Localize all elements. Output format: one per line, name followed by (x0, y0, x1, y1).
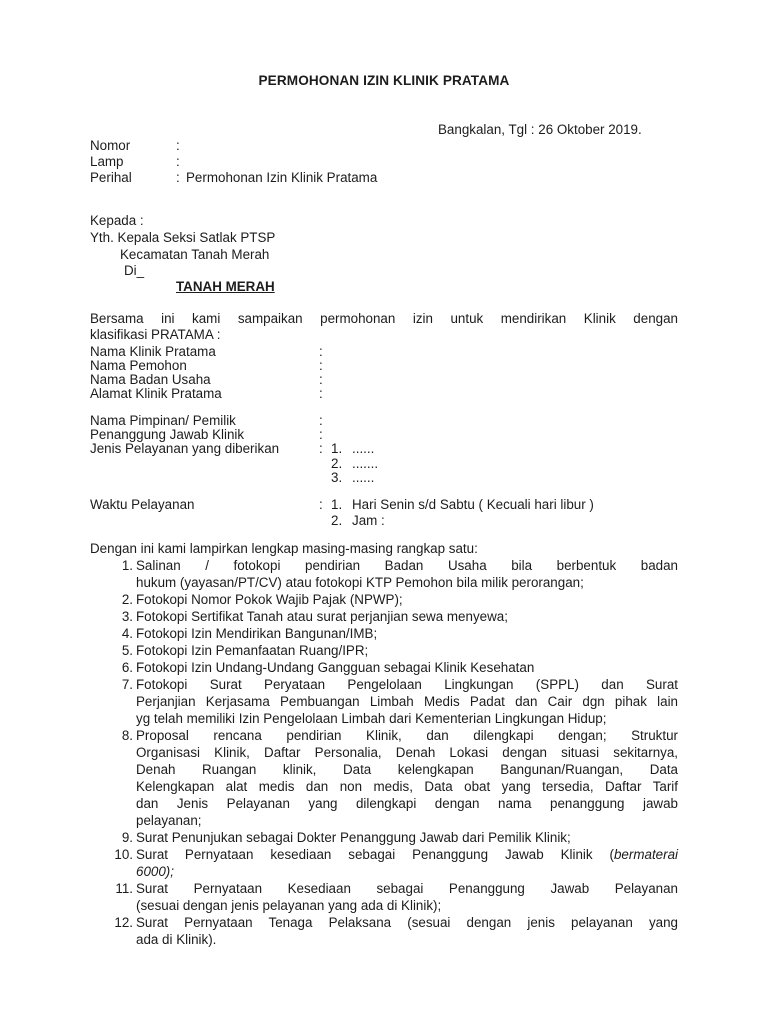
attachment-number: 2. (121, 592, 133, 607)
attachment-line: ada di Klinik). (136, 932, 217, 947)
attachment-number: 11. (115, 881, 133, 896)
field-separator: : (319, 372, 323, 387)
attachment-line: Fotokopi Surat Peryataan Pengelolaan Lingkungan (SPPL) dan Surat (136, 677, 678, 692)
attachment-line: Proposal rencana pendirian Klinik, dan dilengkapi dengan; Struktur (136, 728, 678, 743)
attachment-item (90, 608, 678, 625)
waktu-number: 1. (331, 497, 343, 512)
recipient-line-2: Kecamatan Tanah Merah (120, 247, 270, 262)
field-separator: : (319, 441, 323, 456)
attachment-item (90, 880, 678, 914)
meta-separator: : (176, 154, 180, 169)
attachment-line: pelayanan; (136, 813, 202, 828)
service-text: ....... (352, 456, 379, 471)
attachment-item (90, 642, 678, 659)
attachment-line: Fotokopi Izin Mendirikan Bangunan/IMB; (136, 626, 378, 641)
attachment-line: Perjanjian Kerjasama Pembuangan Limbah Medis Padat dan Cair dgn pihak lain (136, 694, 678, 709)
attachments-intro: Dengan ini kami lampirkan lengkap masing-masing rangkap satu: (90, 541, 478, 556)
field-label: Alamat Klinik Pratama (90, 386, 222, 401)
attachment-number: 9. (121, 830, 133, 845)
place-date: Bangkalan, Tgl : 26 Oktober 2019. (438, 122, 642, 137)
attachment-number: 10. (114, 847, 133, 862)
attachment-item (90, 727, 678, 829)
field-label: Nama Badan Usaha (90, 372, 211, 387)
attachment-item (90, 914, 678, 948)
attachment-line: Kelengkapan alat medis dan non medis, Data obat yang tersedia, Daftar Tarif (136, 779, 678, 794)
attachment-line: Fotokopi Nomor Pokok Wajib Pajak (NPWP); (136, 592, 403, 607)
recipient-line-1: Yth. Kepala Seksi Satlak PTSP (90, 230, 276, 245)
attachment-item (90, 676, 678, 727)
attachment-number: 7. (121, 677, 133, 692)
meta-separator: : (176, 138, 180, 153)
attachment-number: 3. (121, 609, 133, 624)
waktu-number: 2. (331, 513, 343, 528)
field-label: Nama Pimpinan/ Pemilik (90, 413, 236, 428)
attachment-line: Fotokopi Izin Undang-Undang Gangguan sebagai Klinik Kesehatan (136, 660, 535, 675)
attachment-line: Salinan / fotokopi pendirian Badan Usaha bila berbentuk badan (136, 558, 678, 573)
attachment-line: Organisasi Klinik, Daftar Personalia, Denah Lokasi dengan situasi sekitarnya, (136, 745, 678, 760)
attachment-line: (sesuai dengan jenis pelayanan yang ada di Klinik); (136, 898, 442, 913)
waktu-text: Hari Senin s/d Sabtu ( Kecuali hari libur ) (352, 497, 594, 512)
meta-label: Nomor (90, 138, 131, 153)
service-text: ...... (352, 470, 375, 485)
field-separator: : (319, 386, 323, 401)
field-label: Nama Klinik Pratama (90, 344, 216, 359)
field-label: Jenis Pelayanan yang diberikan (90, 441, 280, 456)
field-label: Nama Pemohon (90, 358, 187, 373)
recipient-line-3: Di_ (124, 263, 145, 278)
attachment-line: Fotokopi Sertifikat Tanah atau surat perjanjian sewa menyewa; (136, 609, 508, 624)
service-number: 2. (331, 456, 343, 471)
attachment-line: 6000); (136, 864, 174, 879)
attachment-line-text: Surat Pernyataan kesediaan sebagai Penanggung Jawab Klinik ( (136, 847, 614, 862)
field-label: Waktu Pelayanan (90, 497, 195, 512)
attachment-number: 6. (121, 660, 133, 675)
attachment-line: yg telah memiliki Izin Pengelolaan Limbah dari Kementerian Lingkungan Hidup; (136, 711, 607, 726)
attachments-list (90, 557, 678, 948)
attachment-number: 8. (121, 728, 133, 743)
attachment-item (90, 591, 678, 608)
field-separator: : (319, 344, 323, 359)
attachment-number: 12. (114, 915, 133, 930)
attachment-item (90, 659, 678, 676)
service-number: 1. (331, 441, 343, 456)
attachment-number: 1. (121, 558, 133, 573)
meta-label: Lamp (90, 154, 124, 169)
attachment-line: Surat Pernyataan Tenaga Pelaksana (sesuai dengan jenis pelayanan yang (136, 915, 678, 930)
intro-line-2: klasifikasi PRATAMA : (90, 327, 221, 342)
field-separator: : (319, 358, 323, 373)
attachment-item (90, 846, 678, 880)
attachment-number: 4. (121, 626, 133, 641)
service-text: ...... (352, 441, 375, 456)
attachment-italic-note: bermaterai (613, 847, 678, 862)
attachment-line: hukum (yayasan/PT/CV) atau fotokopi KTP Pemohon bila milik perorangan; (136, 575, 584, 590)
document-title: PERMOHONAN IZIN KLINIK PRATAMA (258, 73, 510, 88)
field-label: Penanggung Jawab Klinik (90, 427, 245, 442)
attachment-line: Denah Ruangan klinik, Data kelengkapan Bangunan/Ruangan, Data (136, 762, 678, 777)
attachment-item (90, 625, 678, 642)
field-separator: : (319, 497, 323, 512)
field-separator: : (319, 413, 323, 428)
meta-label: Perihal (90, 170, 132, 185)
intro-line-1: Bersama ini kami sampaikan permohonan izin untuk mendirikan Klinik dengan (90, 311, 678, 326)
service-number: 3. (331, 470, 343, 485)
meta-value: Permohonan Izin Klinik Pratama (186, 170, 378, 185)
recipient-kepada: Kepada : (90, 213, 144, 228)
recipient-city: TANAH MERAH (176, 279, 275, 294)
attachment-number: 5. (121, 643, 133, 658)
attachment-line (136, 846, 678, 863)
attachment-line: dan Jenis Pelayanan yang dilengkapi dengan nama penanggung jawab (136, 796, 678, 811)
attachment-item (90, 829, 678, 846)
attachment-line: Surat Pernyataan Kesediaan sebagai Penanggung Jawab Pelayanan (136, 881, 678, 896)
waktu-text: Jam : (352, 513, 385, 528)
attachment-line: Fotokopi Izin Pemanfaatan Ruang/IPR; (136, 643, 369, 658)
attachment-line: Surat Penunjukan sebagai Dokter Penanggung Jawab dari Pemilik Klinik; (136, 830, 571, 845)
meta-separator: : (176, 170, 180, 185)
attachment-item (90, 557, 678, 591)
field-separator: : (319, 427, 323, 442)
